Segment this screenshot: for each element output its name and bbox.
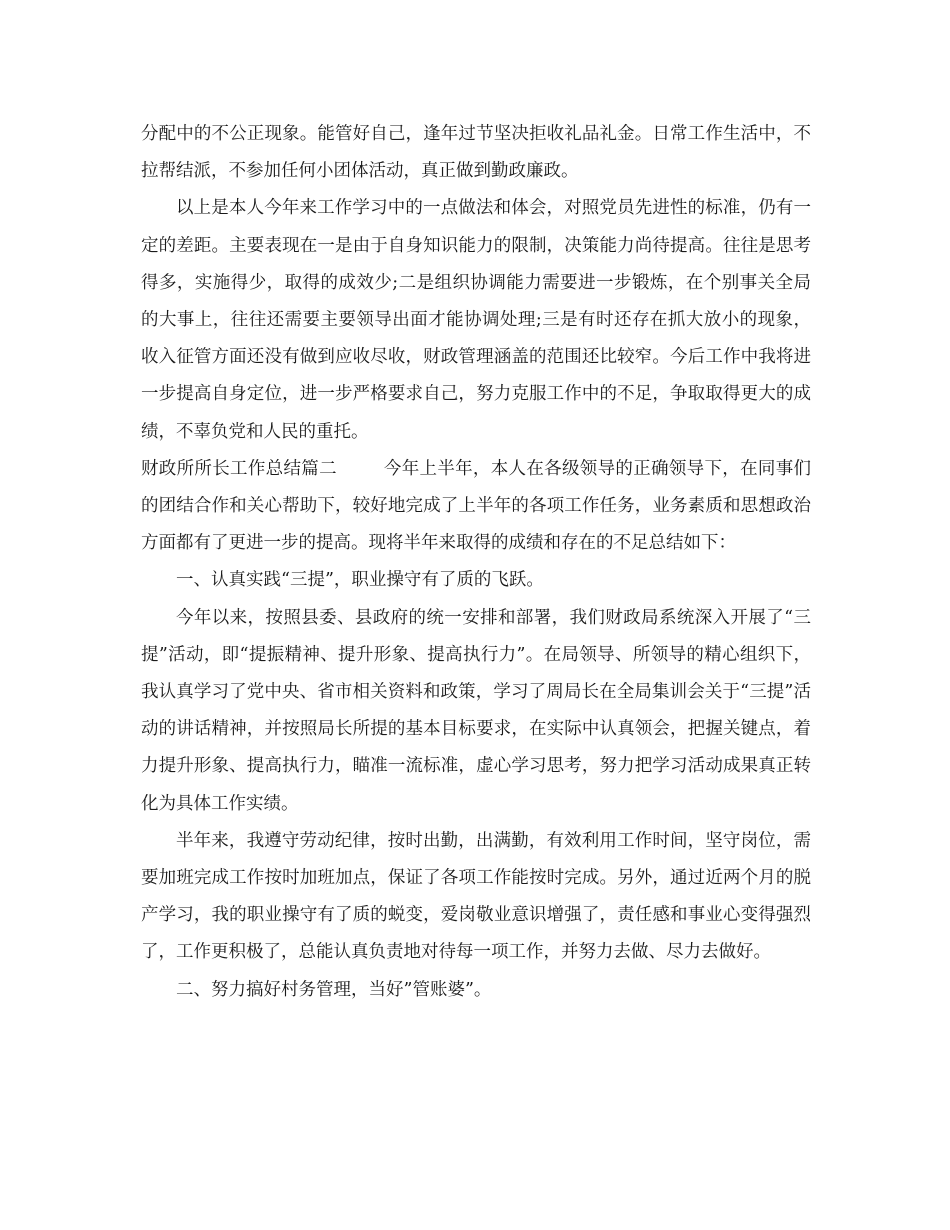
paragraph-integrity: 分配中的不公正现象。能管好自己，逢年过节坚决拒收礼品礼金。日常工作生活中，不拉帮结派，不参加任何小团体活动，真正做到勤政廉政。 <box>141 124 811 182</box>
document-body <box>141 116 811 1009</box>
paragraph-part-two-text: 今年上半年，本人在各级领导的正确领导下，在同事们的团结合作和关心帮助下，较好地完成了上半年的各项工作任务，业务素质和思想政治方面都有了更进一步的提高。现将半年来取得的成绩和存在的不足总结如下： <box>141 458 811 554</box>
paragraph-three-ti-activity: 今年以来，按照县委、县政府的统一安排和部署，我们财政局系统深入开展了“三提”活动，即“提振精神、提升形象、提高执行力”。在局领导、所领导的精心组织下，我认真学习了党中央、省市相关资料和政策，学习了周局长在全局集训会关于“三提”活动的讲话精神，并按照局长所提的基本目标要求，在实际中认真领会，把握关键点，着力提升形象、提高执行力，瞄准一流标准，虚心学习思考，努力把学习活动成果真正转化为具体工作实绩。 <box>141 607 811 814</box>
section-heading-part-two: 财政所所长工作总结篇二 <box>141 458 337 479</box>
paragraph-work-discipline: 半年来，我遵守劳动纪律，按时出勤，出满勤，有效利用工作时间，坚守岗位，需要加班完成工作按时加班加点，保证了各项工作能按时完成。另外，通过近两个月的脱产学习，我的职业操守有了质的蜕变，爱岗敬业意识增强了，责任感和事业心变得强烈了，工作更积极了，总能认真负责地对待每一项工作，并努力去做、尽力去做好。 <box>141 830 811 963</box>
paragraph-shortcomings: 以上是本人今年来工作学习中的一点做法和体会，对照党员先进性的标准，仍有一定的差距。主要表现在一是由于自身知识能力的限制，决策能力尚待提高。往往是思考得多，实施得少，取得的成效少;二是组织协调能力需要进一步锻炼，在个别事关全局的大事上，往往还需要主要领导出面才能协调处理;三是有时还存在抓大放小的现象，收入征管方面还没有做到应收尽收，财政管理涵盖的范围还比较窄。今后工作中我将进一步提高自身定位，进一步严格要求自己，努力克服工作中的不足，争取取得更大的成绩，不辜负党和人民的重托。 <box>141 198 811 442</box>
subheading-three-ti: 一、认真实践“三提”，职业操守有了质的飞跃。 <box>176 570 544 591</box>
paragraph-part-two-intro <box>141 451 811 563</box>
heading-gap <box>337 459 384 479</box>
subheading-village-affairs: 二、努力搞好村务管理，当好”管账婆”。 <box>176 979 492 1000</box>
